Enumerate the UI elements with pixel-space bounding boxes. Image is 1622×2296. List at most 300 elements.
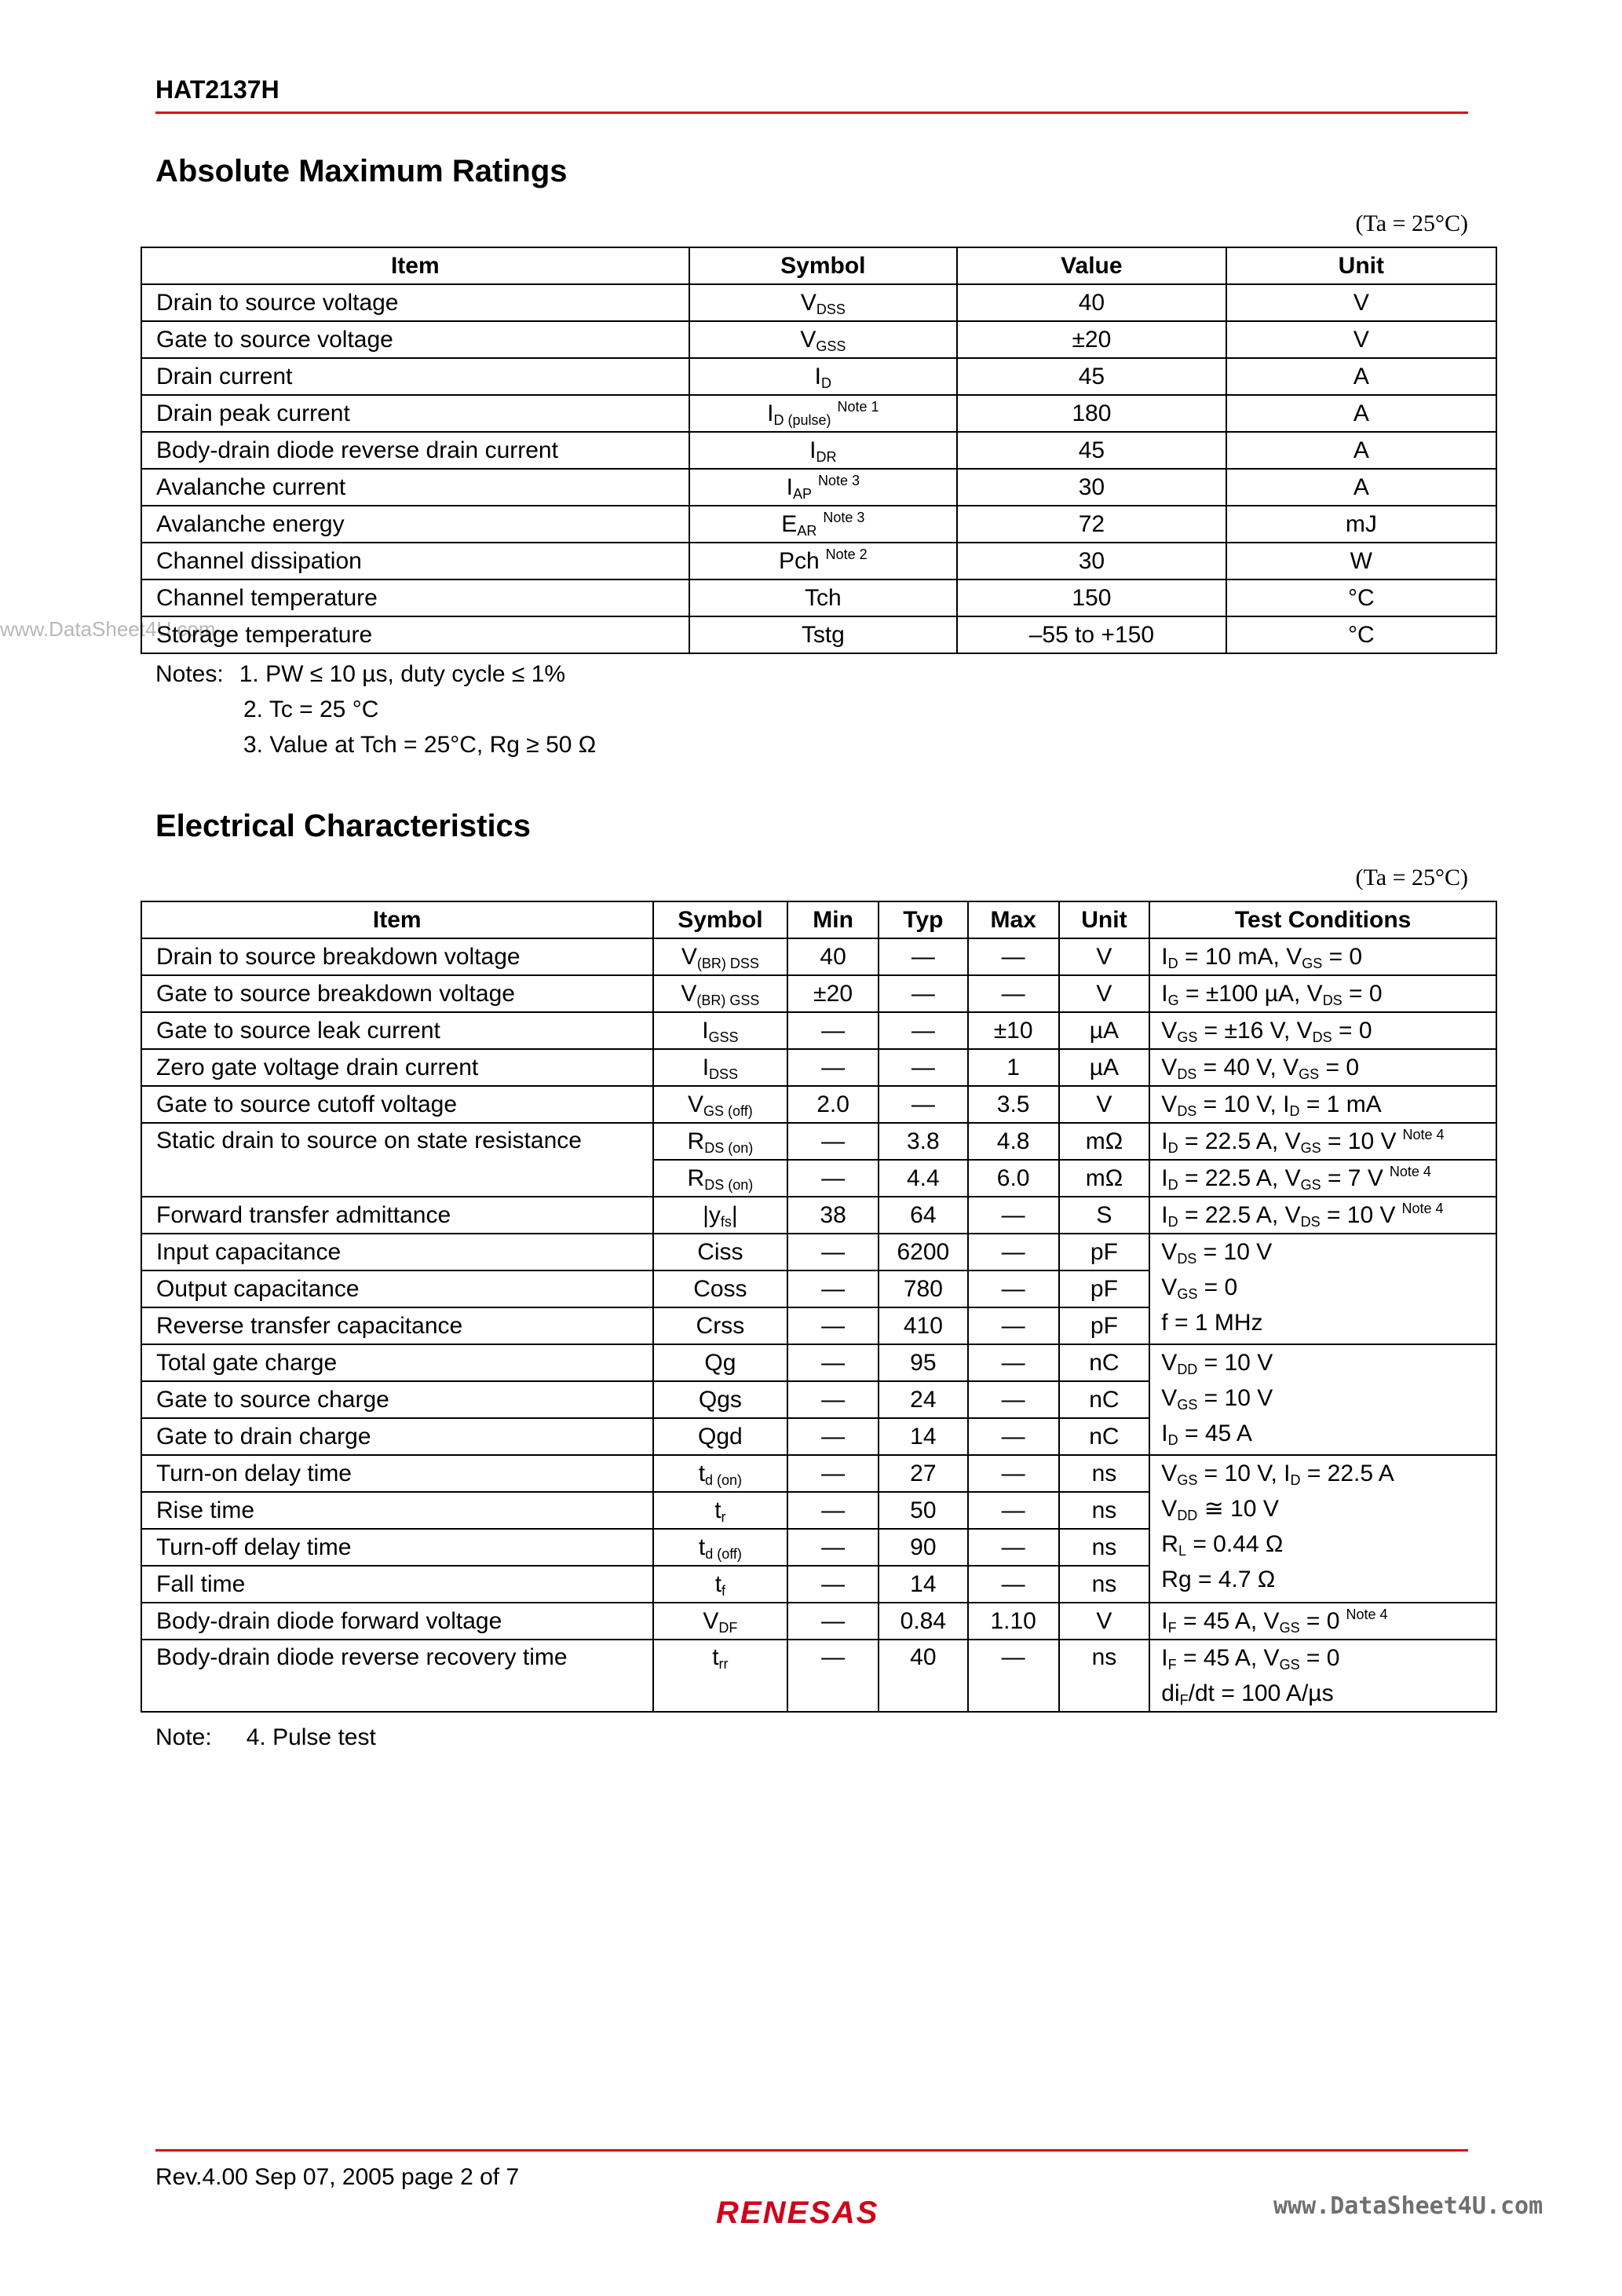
cond-subscript: D	[1167, 1214, 1178, 1230]
cond-subscript: F	[1167, 1657, 1177, 1673]
max-cell: —	[968, 975, 1059, 1012]
table-row	[141, 321, 1496, 358]
amr-note-3: 3. Value at Tch = 25°C, Rg ≥ 50 Ω	[243, 732, 597, 758]
symbol-cell	[653, 1049, 788, 1086]
symbol-subscript: DF	[718, 1619, 738, 1636]
cond-text: = 1 mA	[1299, 1091, 1382, 1117]
ec-col-test-conditions: Test Conditions	[1149, 901, 1496, 938]
unit-cell: mΩ	[1059, 1123, 1150, 1160]
item-cell: Turn-off delay time	[141, 1529, 653, 1566]
item-cell: Gate to source breakdown voltage	[141, 975, 653, 1012]
cond-subscript: DS	[1300, 1214, 1321, 1230]
symbol-subscript: r	[721, 1508, 726, 1525]
cond-text: di	[1161, 1680, 1180, 1706]
cond-subscript: GS	[1299, 1066, 1320, 1082]
symbol-main: V	[703, 1607, 719, 1634]
cond-subscript: F	[1179, 1692, 1189, 1708]
max-cell: —	[968, 1307, 1059, 1344]
amr-col-symbol: Symbol	[689, 247, 958, 284]
test-conditions-cell	[1149, 1234, 1496, 1344]
min-cell: 40	[787, 938, 879, 975]
symbol-subscript: fs	[720, 1213, 732, 1230]
symbol-main: |y	[703, 1201, 721, 1228]
unit-cell: µA	[1059, 1012, 1150, 1049]
symbol-cell	[653, 1307, 788, 1344]
symbol-main: V	[800, 326, 816, 353]
value-cell: 150	[957, 579, 1226, 616]
max-cell: 6.0	[968, 1160, 1059, 1197]
cond-text: = 22.5 A, V	[1178, 1128, 1301, 1154]
max-cell: —	[968, 1418, 1059, 1455]
typ-cell: 40	[879, 1640, 968, 1712]
table-row	[141, 1197, 1496, 1234]
cond-line	[1161, 1416, 1489, 1451]
table-row	[141, 395, 1496, 432]
item-cell: Channel temperature	[141, 579, 689, 616]
typ-cell: 780	[879, 1270, 968, 1307]
symbol-main: Pch	[778, 547, 820, 574]
cond-subscript: D	[1167, 1140, 1178, 1156]
item-cell: Gate to source leak current	[141, 1012, 653, 1049]
symbol-main: I	[786, 473, 793, 500]
cond-subscript: G	[1167, 993, 1179, 1008]
cond-line	[1161, 1345, 1489, 1380]
unit-cell: V	[1059, 938, 1150, 975]
symbol-cell	[653, 1566, 788, 1603]
cond-text: /dt = 100 A/µs	[1188, 1680, 1334, 1706]
symbol-subscript: D	[821, 375, 831, 391]
cond-line	[1161, 1676, 1489, 1711]
min-cell: —	[787, 1418, 879, 1455]
cond-text: = 10 mA, V	[1178, 944, 1302, 970]
item-cell: Body-drain diode forward voltage	[141, 1603, 653, 1640]
note-ref: Note 4	[1402, 1127, 1445, 1143]
item-cell: Drain to source breakdown voltage	[141, 938, 653, 975]
cond-text: = 45 A	[1178, 1420, 1252, 1446]
item-cell: Rise time	[141, 1492, 653, 1529]
amr-col-item: Item	[141, 247, 689, 284]
ec-col-min: Min	[787, 901, 879, 938]
max-cell: —	[968, 1234, 1059, 1270]
symbol-main: R	[687, 1128, 705, 1154]
symbol-main: Qgd	[698, 1423, 743, 1450]
max-cell: —	[968, 1197, 1059, 1234]
symbol-main: t	[714, 1497, 721, 1523]
symbol-subscript: DSS	[709, 1066, 739, 1082]
unit-cell: ns	[1059, 1566, 1150, 1603]
table-row	[141, 1123, 1496, 1160]
min-cell: —	[787, 1529, 879, 1566]
symbol-main: V	[800, 289, 816, 316]
cond-text: = 10 V	[1321, 1128, 1397, 1154]
max-cell: —	[968, 1529, 1059, 1566]
symbol-cell	[689, 284, 958, 321]
symbol-main: Tch	[804, 584, 842, 611]
table-row	[141, 284, 1496, 321]
symbol-main: I	[767, 400, 774, 426]
symbol-subscript: D (pulse)	[773, 411, 831, 428]
symbol-cell	[653, 1640, 788, 1712]
ec-note-4: 4. Pulse test	[246, 1724, 376, 1750]
cond-text: = 45 A, V	[1176, 1608, 1280, 1634]
max-cell: —	[968, 1492, 1059, 1529]
typ-cell: 14	[879, 1418, 968, 1455]
cond-text: I	[1161, 1202, 1168, 1228]
footer-divider	[155, 2149, 1468, 2152]
table-row	[141, 1049, 1496, 1086]
cond-text: V	[1161, 1018, 1178, 1044]
cond-line	[1161, 1491, 1489, 1526]
cond-text: I	[1161, 1128, 1168, 1154]
cond-subscript: D	[1290, 1472, 1301, 1488]
cond-subscript: DS	[1312, 1029, 1332, 1045]
symbol-main: Qgs	[698, 1386, 742, 1413]
test-conditions-cell	[1149, 1123, 1496, 1160]
min-cell: ±20	[787, 975, 879, 1012]
cond-text: = 10 V, I	[1197, 1461, 1291, 1486]
cond-text: ≅ 10 V	[1197, 1496, 1279, 1522]
amr-table	[141, 247, 1497, 654]
ec-condition: (Ta = 25°C)	[1355, 865, 1468, 890]
min-cell: —	[787, 1492, 879, 1529]
note-ref: Note 1	[837, 398, 879, 415]
table-row	[141, 469, 1496, 506]
cond-text: V	[1161, 1091, 1178, 1117]
symbol-subscript: DR	[816, 448, 837, 465]
cond-subscript: DD	[1177, 1508, 1198, 1523]
cond-text: = 0	[1299, 1608, 1340, 1634]
symbol-cell	[653, 1086, 788, 1123]
table-row	[141, 1234, 1496, 1270]
symbol-subscript: GS (off)	[703, 1102, 753, 1119]
table-row	[141, 543, 1496, 579]
unit-cell: A	[1226, 358, 1496, 395]
symbol-cell	[653, 975, 788, 1012]
symbol-subscript: rr	[718, 1656, 729, 1672]
cond-subscript: GS	[1177, 1286, 1198, 1302]
cond-subscript: GS	[1300, 1140, 1321, 1156]
cond-subscript: D	[1167, 956, 1178, 971]
symbol-main: V	[681, 943, 697, 970]
symbol-main: I	[702, 1017, 709, 1044]
unit-cell: nC	[1059, 1418, 1150, 1455]
min-cell: —	[787, 1160, 879, 1197]
ec-title: Electrical Characteristics	[155, 809, 532, 843]
cond-text: = 22.5 A, V	[1178, 1202, 1301, 1228]
item-cell: Input capacitance	[141, 1234, 653, 1270]
unit-cell: °C	[1226, 616, 1496, 653]
typ-cell: 50	[879, 1492, 968, 1529]
item-cell: Drain to source voltage	[141, 284, 689, 321]
typ-cell: 24	[879, 1381, 968, 1418]
cond-subscript: GS	[1302, 956, 1323, 971]
amr-title: Absolute Maximum Ratings	[155, 154, 568, 188]
symbol-cell	[689, 616, 958, 653]
symbol-cell	[689, 321, 958, 358]
symbol-main: I	[814, 363, 821, 389]
value-cell: 180	[957, 395, 1226, 432]
unit-cell: S	[1059, 1197, 1150, 1234]
cond-text: I	[1161, 1420, 1168, 1446]
item-cell: Fall time	[141, 1566, 653, 1603]
ec-notes	[155, 1720, 376, 1755]
table-row	[141, 1012, 1496, 1049]
ec-notes-label: Note:	[155, 1724, 212, 1750]
amr-notes-label: Notes:	[155, 661, 224, 687]
symbol-cell	[653, 1455, 788, 1492]
unit-cell: nC	[1059, 1344, 1150, 1381]
renesas-logo: RENESAS	[716, 2195, 879, 2230]
test-conditions-cell	[1149, 1344, 1496, 1455]
typ-cell: 90	[879, 1529, 968, 1566]
cond-line	[1161, 1456, 1489, 1491]
symbol-main: E	[781, 510, 798, 537]
unit-cell: A	[1226, 469, 1496, 506]
max-cell: —	[968, 1640, 1059, 1712]
cond-text: V	[1161, 1496, 1178, 1522]
cond-subscript: L	[1178, 1543, 1186, 1559]
test-conditions-cell	[1149, 1197, 1496, 1234]
symbol-main: t	[712, 1644, 719, 1670]
cond-text: I	[1161, 944, 1168, 970]
value-cell: –55 to +150	[957, 616, 1226, 653]
value-cell: 30	[957, 469, 1226, 506]
symbol-cell	[653, 1344, 788, 1381]
cond-subscript: DS	[1177, 1103, 1197, 1119]
test-conditions-cell	[1149, 1640, 1496, 1712]
symbol-subscript: DSS	[816, 301, 846, 317]
typ-cell: 27	[879, 1455, 968, 1492]
unit-cell: V	[1059, 975, 1150, 1012]
item-cell: Storage temperature	[141, 616, 689, 653]
symbol-suffix: |	[731, 1201, 738, 1228]
symbol-main: I	[702, 1054, 710, 1080]
unit-cell: ns	[1059, 1529, 1150, 1566]
cond-line	[1161, 1562, 1489, 1597]
typ-cell: —	[879, 1049, 968, 1086]
cond-text: = 10 V	[1197, 1350, 1273, 1376]
test-conditions-cell	[1149, 1086, 1496, 1123]
symbol-cell	[653, 1492, 788, 1529]
item-cell: Reverse transfer capacitance	[141, 1307, 653, 1344]
symbol-cell	[653, 1529, 788, 1566]
cond-subscript: DS	[1177, 1251, 1197, 1267]
cond-text: I	[1161, 1608, 1168, 1634]
unit-cell: V	[1226, 321, 1496, 358]
cond-line	[1161, 1526, 1489, 1562]
value-cell: 45	[957, 432, 1226, 469]
symbol-subscript: (BR) DSS	[696, 955, 759, 971]
table-row	[141, 358, 1496, 395]
max-cell: —	[968, 1344, 1059, 1381]
unit-cell: pF	[1059, 1307, 1150, 1344]
symbol-cell	[689, 358, 958, 395]
ec-col-symbol: Symbol	[653, 901, 788, 938]
max-cell: —	[968, 1566, 1059, 1603]
note-ref: Note 4	[1346, 1607, 1388, 1622]
item-cell: Drain peak current	[141, 395, 689, 432]
table-row	[141, 1603, 1496, 1640]
amr-note-1: 1. PW ≤ 10 µs, duty cycle ≤ 1%	[239, 661, 566, 687]
cond-subscript: GS	[1177, 1472, 1198, 1488]
item-cell: Gate to source cutoff voltage	[141, 1086, 653, 1123]
symbol-cell	[653, 938, 788, 975]
cond-text: f = 1 MHz	[1161, 1310, 1263, 1336]
typ-cell: 410	[879, 1307, 968, 1344]
cond-text: Rg = 4.7 Ω	[1161, 1567, 1276, 1592]
symbol-subscript: (BR) GSS	[696, 992, 760, 1008]
symbol-cell	[653, 1381, 788, 1418]
symbol-main: Qg	[704, 1349, 736, 1376]
item-cell: Body-drain diode reverse drain current	[141, 432, 689, 469]
symbol-main: I	[809, 437, 816, 463]
cond-text: = 22.5 A, V	[1178, 1165, 1301, 1191]
cond-text: V	[1161, 1274, 1178, 1300]
min-cell: —	[787, 1049, 879, 1086]
cond-line	[1161, 1305, 1489, 1340]
cond-text: = 7 V	[1321, 1165, 1383, 1191]
typ-cell: 3.8	[879, 1123, 968, 1160]
max-cell: —	[968, 1381, 1059, 1418]
max-cell: —	[968, 1455, 1059, 1492]
min-cell: —	[787, 1344, 879, 1381]
symbol-main: t	[698, 1534, 706, 1560]
symbol-cell	[653, 1160, 788, 1197]
amr-note-2: 2. Tc = 25 °C	[243, 696, 379, 722]
min-cell: —	[787, 1640, 879, 1712]
symbol-subscript: DS (on)	[704, 1139, 754, 1156]
cond-subscript: GS	[1279, 1620, 1300, 1636]
unit-cell: ns	[1059, 1492, 1150, 1529]
symbol-cell	[689, 579, 958, 616]
item-cell: Zero gate voltage drain current	[141, 1049, 653, 1086]
symbol-cell	[653, 1603, 788, 1640]
cond-subscript: DD	[1177, 1362, 1198, 1377]
symbol-main: R	[687, 1164, 705, 1191]
amr-header-row	[141, 247, 1496, 284]
symbol-cell	[689, 543, 958, 579]
item-cell: Channel dissipation	[141, 543, 689, 579]
cond-text: = 0.44 Ω	[1185, 1531, 1284, 1557]
symbol-main: Tstg	[801, 621, 845, 648]
symbol-cell	[653, 1123, 788, 1160]
typ-cell: 4.4	[879, 1160, 968, 1197]
cond-text: = 0	[1322, 944, 1363, 970]
item-cell: Gate to source voltage	[141, 321, 689, 358]
cond-text: V	[1161, 1350, 1178, 1376]
cond-text: = ±16 V, V	[1197, 1018, 1313, 1044]
typ-cell: 95	[879, 1344, 968, 1381]
symbol-cell	[653, 1234, 788, 1270]
symbol-subscript: GSS	[708, 1029, 739, 1045]
cond-text: I	[1161, 1645, 1168, 1671]
symbol-subscript: f	[721, 1582, 726, 1599]
value-cell: 40	[957, 284, 1226, 321]
symbol-subscript: AR	[797, 522, 817, 539]
cond-subscript: GS	[1177, 1397, 1198, 1413]
unit-cell: V	[1226, 284, 1496, 321]
symbol-main: Ciss	[697, 1238, 743, 1265]
cond-text: = 22.5 A	[1300, 1461, 1394, 1486]
note-ref: Note 4	[1401, 1201, 1444, 1216]
cond-text: V	[1161, 1055, 1178, 1080]
unit-cell: A	[1226, 432, 1496, 469]
cond-text: = 10 V	[1197, 1385, 1273, 1411]
cond-subscript: GS	[1177, 1029, 1198, 1045]
symbol-main: t	[714, 1570, 722, 1597]
max-cell: 1.10	[968, 1603, 1059, 1640]
unit-cell: mJ	[1226, 506, 1496, 543]
note-ref: Note 3	[817, 472, 860, 488]
min-cell: —	[787, 1123, 879, 1160]
value-cell: 45	[957, 358, 1226, 395]
item-cell: Static drain to source on state resistance	[141, 1123, 653, 1197]
symbol-cell	[653, 1012, 788, 1049]
test-conditions-cell	[1149, 1012, 1496, 1049]
table-row	[141, 579, 1496, 616]
cond-subscript: F	[1167, 1620, 1177, 1636]
table-row	[141, 1344, 1496, 1381]
item-cell: Body-drain diode reverse recovery time	[141, 1640, 653, 1712]
unit-cell: A	[1226, 395, 1496, 432]
part-number-header: HAT2137H	[155, 75, 279, 104]
footer-watermark: www.DataSheet4U.com	[1273, 2192, 1543, 2220]
symbol-subscript: d (off)	[705, 1545, 742, 1562]
max-cell: —	[968, 938, 1059, 975]
unit-cell: ns	[1059, 1455, 1150, 1492]
symbol-cell	[689, 432, 958, 469]
cond-text: = 0	[1319, 1055, 1360, 1080]
min-cell: 2.0	[787, 1086, 879, 1123]
cond-text: V	[1161, 1385, 1178, 1411]
item-cell: Turn-on delay time	[141, 1455, 653, 1492]
symbol-main: V	[681, 980, 697, 1007]
table-row	[141, 616, 1496, 653]
table-row	[141, 938, 1496, 975]
test-conditions-cell	[1149, 1455, 1496, 1603]
item-cell: Gate to drain charge	[141, 1418, 653, 1455]
cond-subscript: GS	[1279, 1657, 1300, 1673]
table-row	[141, 506, 1496, 543]
symbol-cell	[689, 395, 958, 432]
cond-text: V	[1161, 1461, 1178, 1486]
ec-table	[141, 901, 1497, 1713]
value-cell: 72	[957, 506, 1226, 543]
unit-cell: °C	[1226, 579, 1496, 616]
max-cell: —	[968, 1270, 1059, 1307]
table-row	[141, 1640, 1496, 1712]
table-row	[141, 1086, 1496, 1123]
cond-line	[1161, 1380, 1489, 1416]
cond-text: R	[1161, 1531, 1178, 1557]
cond-text: = 40 V, V	[1196, 1055, 1299, 1080]
item-cell: Drain current	[141, 358, 689, 395]
cond-subscript: DS	[1177, 1066, 1197, 1082]
symbol-cell	[689, 506, 958, 543]
test-conditions-cell	[1149, 938, 1496, 975]
note-ref: Note 2	[825, 546, 868, 562]
symbol-subscript: d (on)	[705, 1472, 743, 1488]
amr-col-value: Value	[957, 247, 1226, 284]
min-cell: —	[787, 1270, 879, 1307]
unit-cell: ns	[1059, 1640, 1150, 1712]
cond-subscript: D	[1289, 1103, 1300, 1119]
cond-text: = 10 V	[1196, 1239, 1273, 1265]
max-cell: 4.8	[968, 1123, 1059, 1160]
unit-cell: W	[1226, 543, 1496, 579]
revision-info: Rev.4.00 Sep 07, 2005 page 2 of 7	[155, 2164, 520, 2190]
item-cell: Total gate charge	[141, 1344, 653, 1381]
